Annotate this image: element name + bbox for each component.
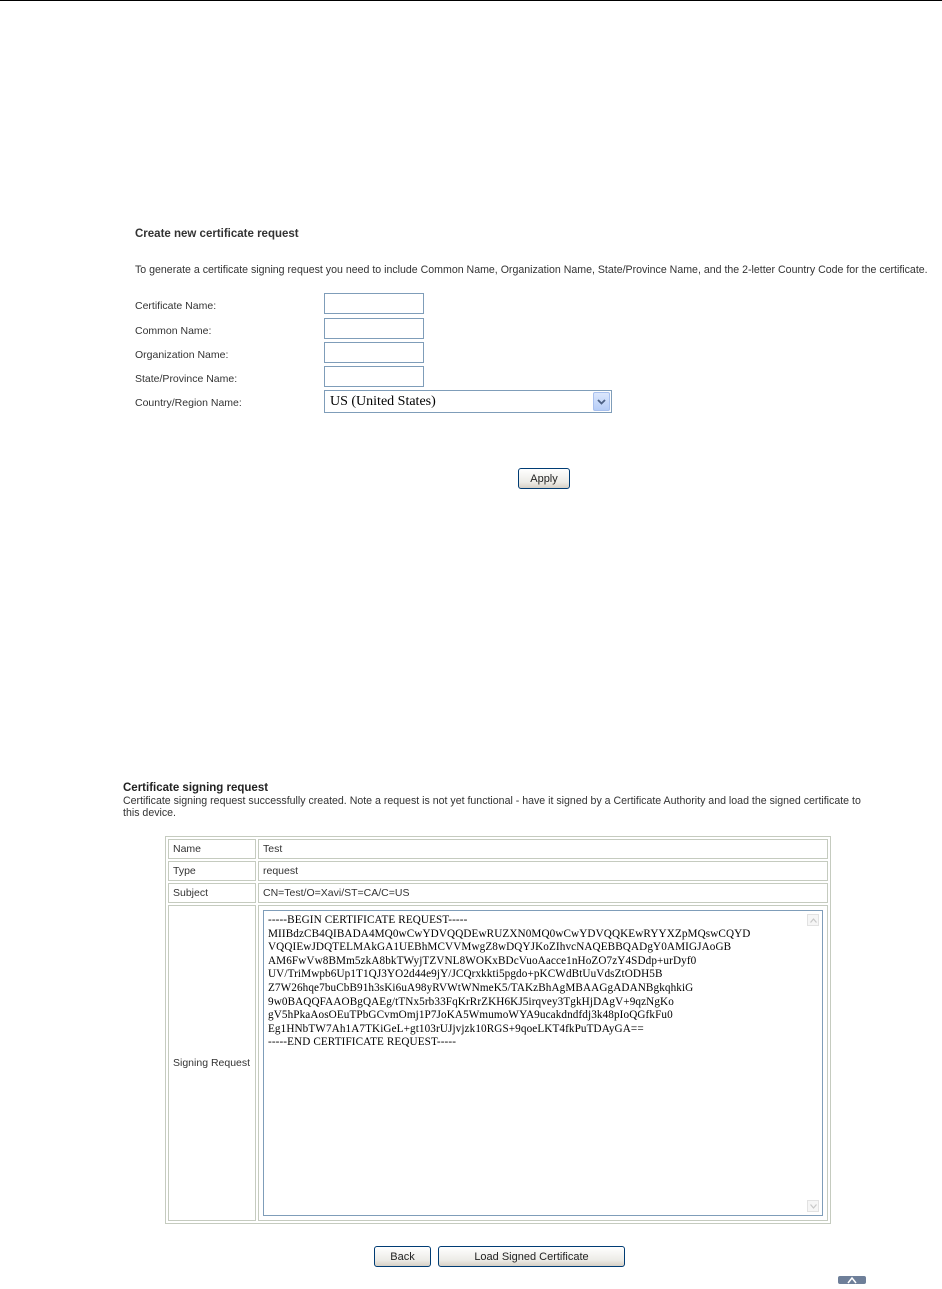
name-value: Test [258, 839, 828, 859]
common-name-label: Common Name: [135, 325, 212, 337]
signing-request-title: Certificate signing request [123, 782, 269, 794]
country-region-select[interactable] [324, 390, 612, 413]
certificate-name-label: Certificate Name: [135, 300, 217, 312]
country-region-name-label: Country/Region Name: [135, 397, 242, 409]
back-button[interactable]: Back [374, 1246, 431, 1267]
subject-value: CN=Test/O=Xavi/ST=CA/C=US [258, 883, 828, 903]
certificate-name-input[interactable] [324, 293, 424, 314]
table-row-type [168, 861, 828, 881]
signing-request-text: -----BEGIN CERTIFICATE REQUEST----- MIIBdzCB4QIBADA4MQ0wCwYDVQQDEwRUZXN0MQ0wCwYDVQQKEwRYYXZpMQswCQYD VQQIEwJDQTELMAkGA1UEBhMCVVMwgZ8wDQYJKoZIhvcNAQEBBQADgY0AMIGJAoGB AM6FwVw8BMm5zkA8bkTWyjTZVNL8WOKxBDcVuoAacce1nHoZO7zY4SDdp+urDyf0 UV/TriMwpb6Up1T1QJ3YO2d44e9jY/JCQrxkkti5pgdo+pKCWdBtUuVdsZtODH5B Z7W26hqe7buCbB91h3sKi6uA98yRVWtWNmeK5/TAKzBhAgMBAAGgADANBgkqhkiG 9w0BAQQFAAOBgQAEg/tTNx5rb33FqKrRrZKH6KJ5irqvey3TgkHjDAgV+9qzNgKo gV5hPkaAosOEuTPbGCvmOmj1P7JoKA5WmumoWYA9ucakdndfdj3k48pIoQGfkFu0 Eg1HNbTW7Ah1A7TKiGeL+gt103rUJjvjzk10RGS+9qoeLKT4fkPuTDAyGA== -----END CERTIFICATE REQUEST----- [268, 914, 751, 1049]
signing-request-cell [258, 905, 828, 1221]
country-region-selected-value: US (United States) [330, 394, 436, 409]
corner-tab-icon [838, 1271, 866, 1281]
apply-button[interactable]: Apply [518, 468, 570, 489]
type-value: request [258, 861, 828, 881]
scroll-down-icon[interactable] [807, 1200, 819, 1212]
scroll-up-icon[interactable] [807, 914, 819, 926]
table-row-subject [168, 883, 828, 903]
certificate-details-table [165, 836, 831, 1224]
organization-name-label: Organization Name: [135, 349, 229, 361]
top-rule [0, 0, 942, 1]
table-row-name [168, 839, 828, 859]
name-key: Name [168, 839, 256, 859]
signing-request-textarea[interactable] [263, 910, 823, 1216]
signing-request-key: Signing Request [168, 905, 256, 1221]
common-name-input[interactable] [324, 318, 424, 339]
subject-key: Subject [168, 883, 256, 903]
table-row-signing-request [168, 905, 828, 1221]
create-request-description: To generate a certificate signing request you need to include Common Name, Organization Name, State/Province Name, and the 2-letter Country Code for the certificate. [135, 264, 928, 276]
signing-request-description: Certificate signing request successfully created. Note a request is not yet functional - have it signed by a Certificate Authority and load the signed certificate to this device. [123, 795, 861, 819]
state-province-name-input[interactable] [324, 366, 424, 387]
create-request-section [135, 228, 928, 485]
organization-name-input[interactable] [324, 342, 424, 363]
type-key: Type [168, 861, 256, 881]
create-request-title: Create new certificate request [135, 228, 299, 240]
load-signed-certificate-button[interactable]: Load Signed Certificate [438, 1246, 625, 1267]
signing-request-section [123, 782, 883, 819]
chevron-down-icon[interactable] [593, 392, 610, 411]
state-province-name-label: State/Province Name: [135, 373, 238, 385]
